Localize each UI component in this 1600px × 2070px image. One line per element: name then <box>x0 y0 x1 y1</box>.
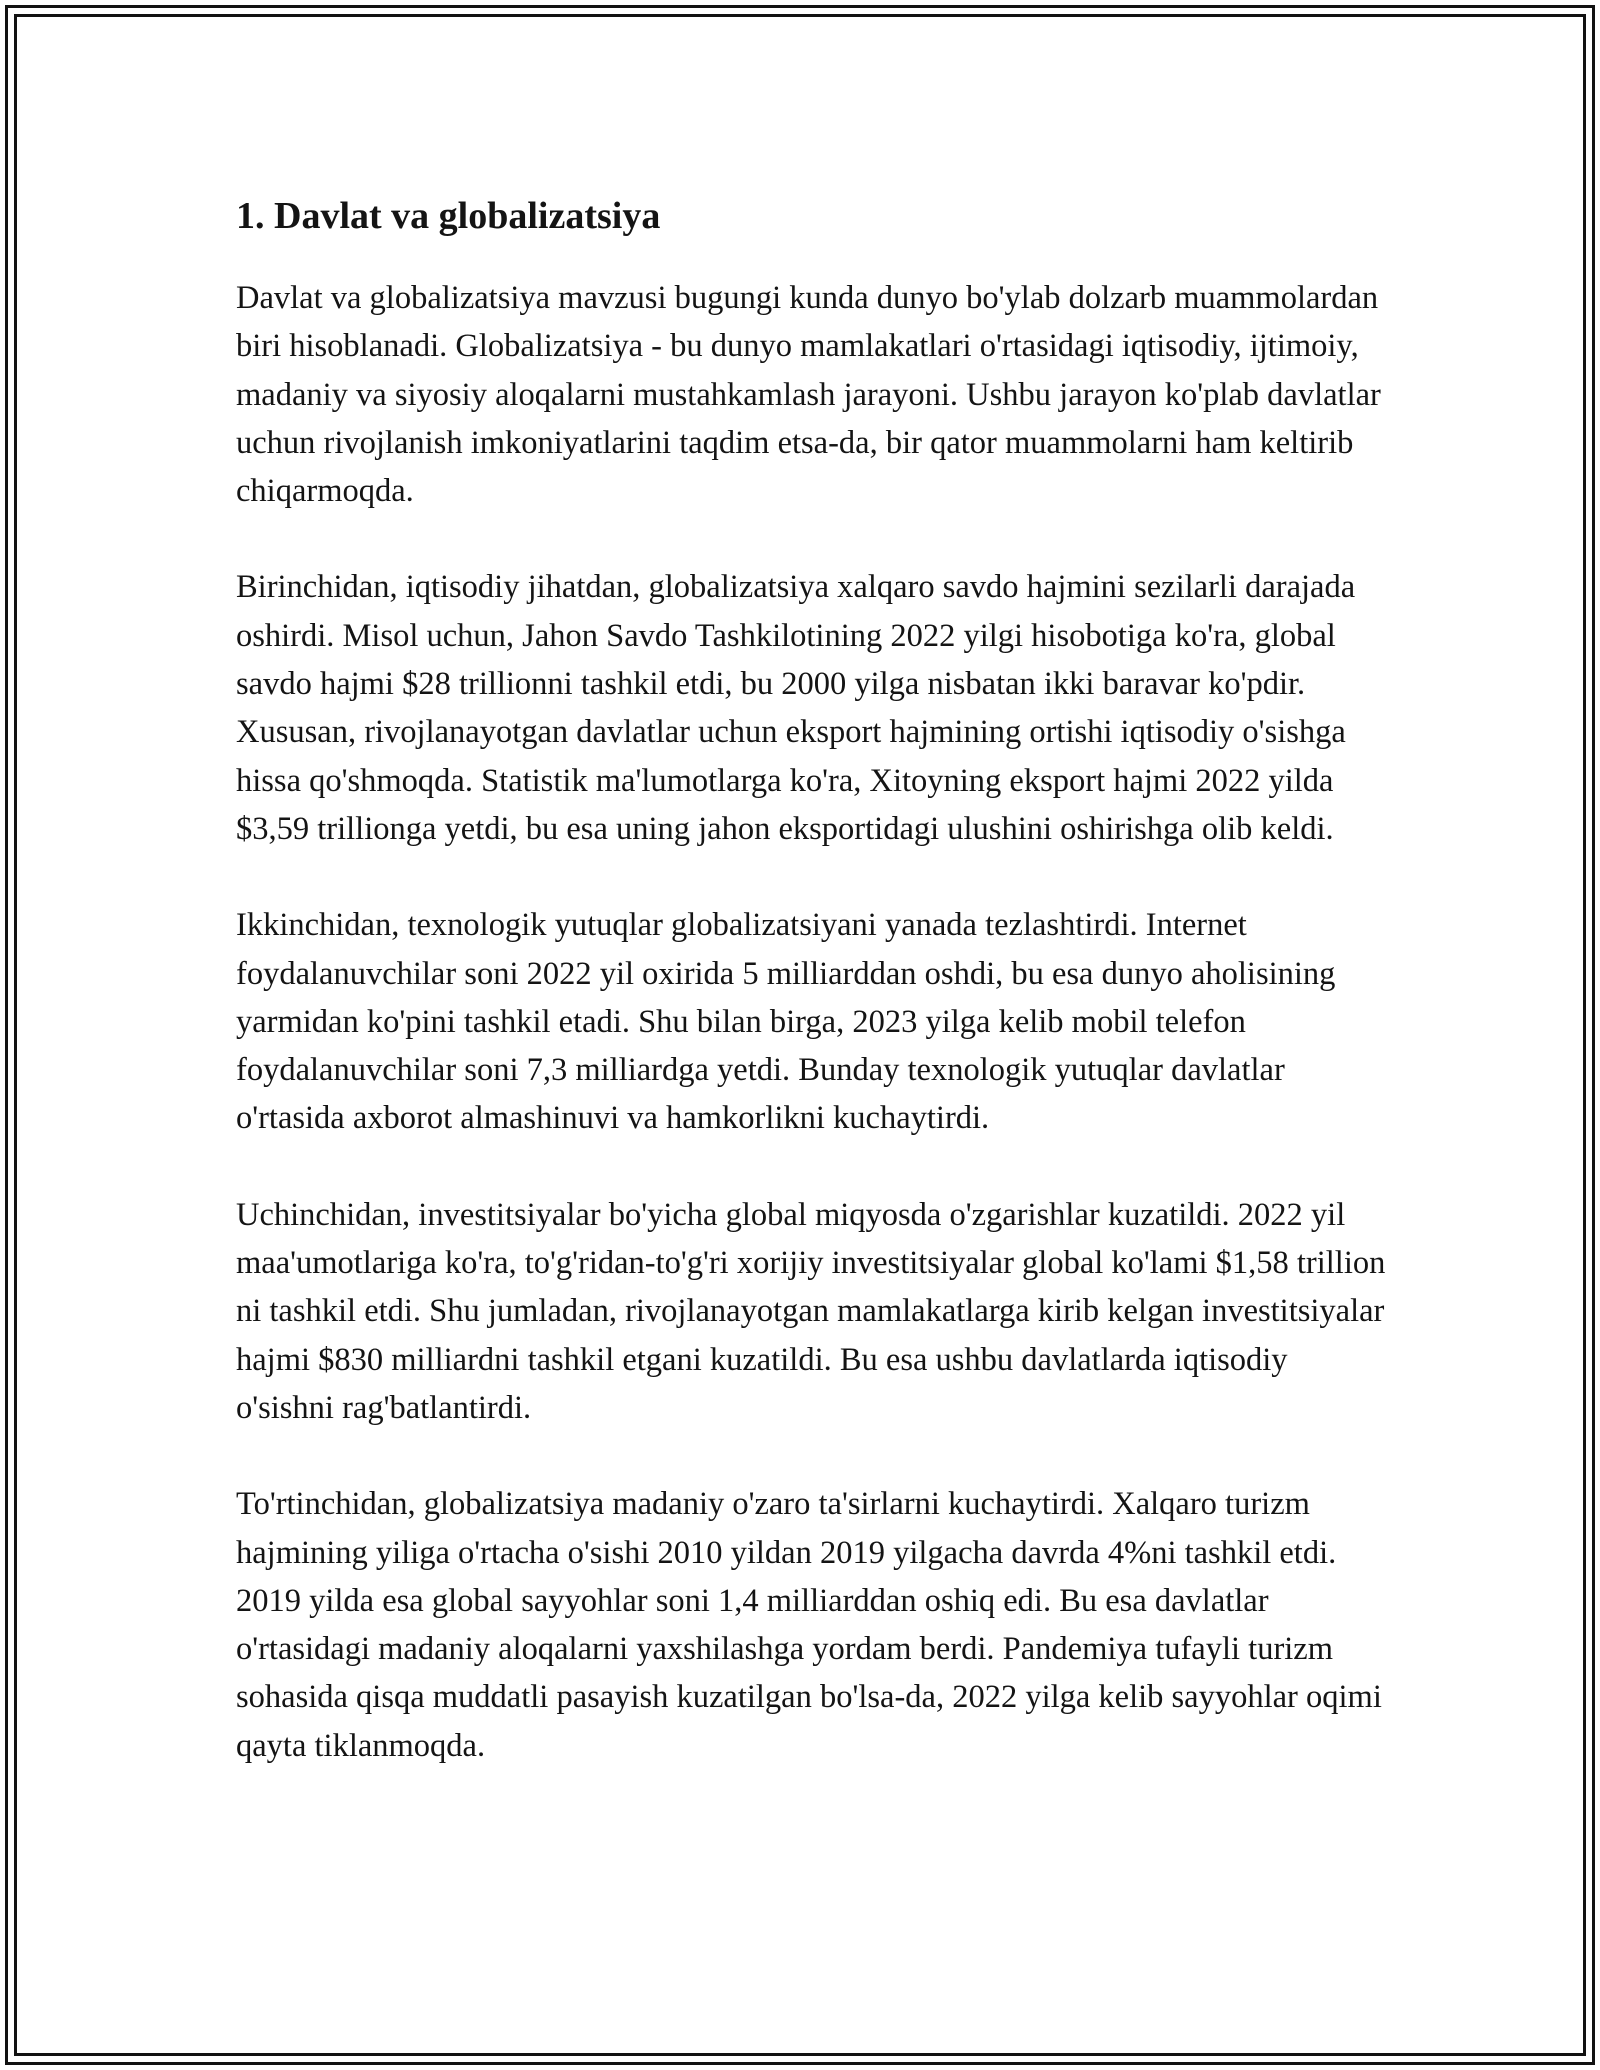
document-body <box>236 188 1386 1770</box>
paragraph-intro: Davlat va globalizatsiya mavzusi bugungi kunda dunyo bo'ylab dolzarb muammolardan biri hisoblanadi. Globalizatsiya - bu dunyo mamlakatlari o'rtasidagi iqtisodiy, ijtimoiy, madaniy va siyosiy aloqalarni mustahkamlash jarayoni. Ushbu jarayon ko'plab davlatlar uchun rivojlanish imkoniyatlarini taqdim etsa-da, bir qator muammolarni ham keltirib chiqarmoqda. <box>236 280 1381 510</box>
paragraph-culture: To'rtinchidan, globalizatsiya madaniy o'zaro ta'sirlarni kuchaytirdi. Xalqaro turizm hajmining yiliga o'rtacha o'sishi 2010 yildan 2019 yilgacha davrda 4%ni tashkil etdi. 2019 yilda esa global sayyohlar soni 1,4 milliarddan oshiq edi. Bu esa davlatlar o'rtasidagi madaniy aloqalarni yaxshilashga yordam berdi. Pandemiya tufayli turizm sohasida qisqa muddatli pasayish kuzatilgan bo'lsa-da, 2022 yilga kelib sayyohlar oqimi qayta tiklanmoqda. <box>236 1486 1382 1764</box>
paragraph-investment: Uchinchidan, investitsiyalar bo'yicha global miqyosda o'zgarishlar kuzatildi. 2022 yil maa'umotlariga ko'ra, to'g'ridan-to'g'ri xorijiy investitsiyalar global ko'lami $1,58 trillion ni tashkil etdi. Shu jumladan, rivojlanayotgan mamlakatlarga kirib kelgan investitsiyalar hajmi $830 milliardni tashkil etgani kuzatildi. Bu esa ushbu davlatlarda iqtisodiy o'sishni rag'batlantirdi. <box>236 1196 1386 1426</box>
section-heading: 1. Davlat va globalizatsiya <box>236 195 661 237</box>
paragraph-technology: Ikkinchidan, texnologik yutuqlar globalizatsiyani yanada tezlashtirdi. Internet foydalanuvchilar soni 2022 yil oxirida 5 milliarddan oshdi, bu esa dunyo aholisining yarmidan ko'pini tashkil etadi. Shu bilan birga, 2023 yilga kelib mobil telefon foydalanuvchilar soni 7,3 milliardga yetdi. Bunday texnologik yutuqlar davlatlar o'rtasida axborot almashinuvi va hamkorlikni kuchaytirdi. <box>236 907 1336 1137</box>
paragraph-economic: Birinchidan, iqtisodiy jihatdan, globalizatsiya xalqaro savdo hajmini sezilarli darajada oshirdi. Misol uchun, Jahon Savdo Tashkilotining 2022 yilgi hisobotiga ko'ra, global savdo hajmi $28 trillionni tashkil etdi, bu 2000 yilga nisbatan ikki baravar ko'pdir. Xususan, rivojlanayotgan davlatlar uchun eksport hajmining ortishi iqtisodiy o'sishga hissa qo'shmoqda. Statistik ma'lumotlarga ko'ra, Xitoyning eksport hajmi 2022 yilda $3,59 trillionga yetdi, bu esa uning jahon eksportidagi ulushini oshirishga olib keldi. <box>236 569 1356 847</box>
